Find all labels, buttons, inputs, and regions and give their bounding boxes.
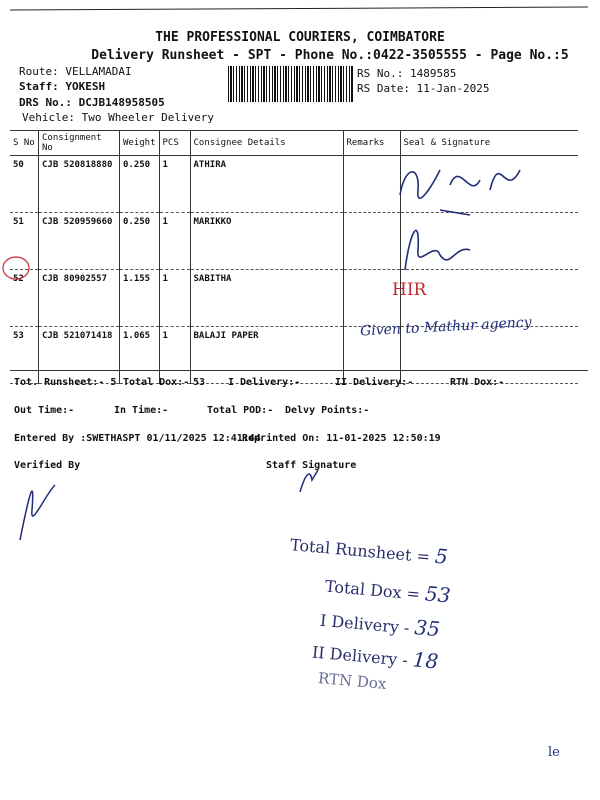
cell-pcs: 1: [159, 270, 190, 327]
rtn-dox-label: RTN Dox:-: [450, 377, 505, 388]
cell-consignee: SABITHA: [190, 270, 343, 327]
ii-delivery-label: II Delivery:-: [335, 377, 414, 388]
cell-consignment: CJB 520959660: [39, 213, 120, 270]
stamp-idel: I Delivery - 35: [319, 610, 441, 642]
page-mark: le: [548, 745, 560, 760]
runsheet-title: Delivery Runsheet - SPT - Phone No.:0422-3505555 - Page No.:5: [91, 48, 569, 63]
vehicle-text: Vehicle: Two Wheeler Delivery: [22, 111, 215, 124]
stamp-idel-value: 35: [413, 615, 441, 642]
cell-consignee: BALAJI PAPER: [190, 327, 343, 384]
staff-text: Staff: YOKESH: [19, 80, 106, 93]
totals-divider: [10, 370, 588, 371]
rs-date-text: RS Date: 11-Jan-2025: [357, 82, 490, 95]
stamp-iidel-value: 18: [411, 647, 440, 674]
stamp-iidel: II Delivery - 18: [311, 642, 440, 674]
signature-marikko: [405, 210, 470, 270]
in-time-label: In Time:-: [114, 405, 169, 416]
route-text: Route: VELLAMADAI: [19, 65, 132, 78]
col-remarks: Remarks: [343, 131, 400, 156]
col-seal: Seal & Signature: [400, 131, 578, 156]
cell-pcs: 1: [159, 156, 190, 213]
stamp-runsheet: Total Runsheet = 5: [289, 535, 449, 569]
col-consignment: Consignment No: [39, 131, 120, 156]
cell-pcs: 1: [159, 213, 190, 270]
col-sno: S No: [10, 131, 39, 156]
cell-sno: 50: [10, 156, 39, 213]
reprinted-text: Reprinted On: 11-01-2025 12:50:19: [242, 433, 441, 444]
cell-sno: 52: [10, 270, 39, 327]
col-consignee: Consignee Details: [190, 131, 343, 156]
row53-handwriting: Given to Mathur agency: [359, 314, 532, 340]
stamp-dox-label: Total Dox: [324, 576, 403, 603]
signature-marks: [20, 470, 318, 540]
verified-by-label: Verified By: [14, 460, 81, 471]
cell-sno: 51: [10, 213, 39, 270]
cell-pcs: 1: [159, 327, 190, 384]
cell-consignee: ATHIRA: [190, 156, 343, 213]
signature-athira: [400, 170, 520, 198]
stamp-idel-label: I Delivery: [319, 610, 400, 637]
total-dox-value: 53: [193, 377, 206, 388]
stamp-dox: Total Dox = 53: [324, 576, 452, 608]
cell-weight: 0.250: [120, 156, 160, 213]
stamp-runsheet-value: 5: [434, 543, 449, 569]
cell-consignment: CJB 521071418: [39, 327, 120, 384]
delvy-points-label: Delvy Points:-: [285, 405, 370, 416]
stamp-runsheet-label: Total Runsheet: [289, 535, 413, 565]
out-time-label: Out Time:-: [14, 405, 75, 416]
company-title: THE PROFESSIONAL COURIERS, COIMBATORE: [155, 30, 445, 45]
cell-weight: 1.065: [120, 327, 160, 384]
hir-handwriting: HIR: [392, 280, 427, 300]
cell-consignment: CJB 520818880: [39, 156, 120, 213]
col-weight: Weight: [120, 131, 160, 156]
drs-text: DRS No.: DCJB148958505: [19, 96, 165, 109]
cell-weight: 0.250: [120, 213, 160, 270]
circle-mark: [3, 257, 29, 279]
cell-weight: 1.155: [120, 270, 160, 327]
total-dox-label: Total Dox:-: [123, 377, 190, 388]
tot-runsheet: Tot. Runsheet:- 5: [14, 377, 117, 388]
rs-no-text: RS No.: 1489585: [357, 67, 457, 80]
staff-signature-label: Staff Signature: [266, 460, 357, 471]
stamp-rtn-label: RTN Dox: [317, 669, 388, 693]
col-pcs: PCS: [159, 131, 190, 156]
cell-consignee: MARIKKO: [190, 213, 343, 270]
i-delivery-label: I Delivery:-: [228, 377, 301, 388]
stamp-iidel-label: II Delivery: [311, 642, 399, 669]
cell-consignment: CJB 80902557: [39, 270, 120, 327]
total-pod-label: Total POD:-: [207, 405, 274, 416]
entered-by-text: Entered By :SWETHASPT 01/11/2025 12:41:44: [14, 433, 261, 444]
stamp-dox-value: 53: [424, 581, 452, 608]
cell-sno: 53: [10, 327, 39, 384]
